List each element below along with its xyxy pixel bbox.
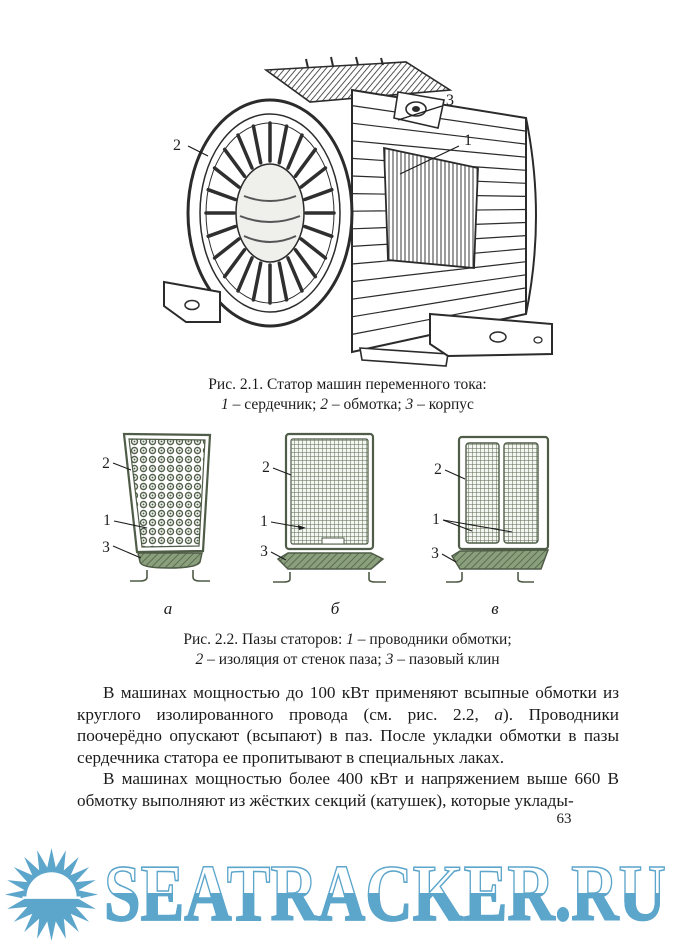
- panel-letter-a: а: [163, 599, 173, 618]
- slot-v-label-1: 1: [432, 511, 440, 528]
- figure1-label-1: 1: [464, 132, 472, 149]
- figure1-caption: [0, 375, 695, 415]
- paragraph-1: В машинах мощностью до 100 кВт применяют всыпные обмотки из круглого изолированного провода (см. рис. 2.2, а). Проводники поочерёдно опускают (всыпают) в паз. После укладки обмотки в пазы сердечника статора ее пропитывают в специальных лаках.: [77, 683, 619, 767]
- panel-letter-v: в: [491, 599, 499, 618]
- slot-v-coil-left: [466, 443, 499, 543]
- slot-v-label-2: 2: [434, 461, 442, 478]
- slot-v-foot-right: [518, 572, 534, 582]
- paragraph-2: В машинах мощностью более 400 кВт и напряжением выше 660 В обмотку выполняют из жёстких секций (катушек), которые уклады-: [77, 769, 619, 810]
- slot-a-foot-right: [193, 570, 210, 581]
- watermark-text: SEATRACKER.RU: [104, 847, 666, 941]
- slot-diagram-v: [420, 428, 592, 590]
- stator-core: [384, 148, 478, 268]
- slot-b-label-1: 1: [260, 513, 268, 530]
- figure1-label-3: 3: [446, 92, 454, 109]
- slot-b-foot-right: [369, 572, 386, 582]
- slot-b-label-2: 2: [262, 459, 270, 476]
- slot-v-coil-right: [504, 443, 538, 543]
- slot-b-wedge: [278, 553, 383, 569]
- sun-logo-icon: [3, 846, 100, 943]
- slot-a-label-2: 2: [102, 455, 110, 472]
- figure1-label-2: 2: [173, 137, 181, 154]
- slot-diagram-b: [250, 428, 420, 590]
- body-text: [77, 682, 619, 812]
- figure2-caption-line2: 2 – изоляция от стенок паза; 3 – пазовый клин: [195, 651, 500, 668]
- slot-v-label-3: 3: [431, 545, 439, 562]
- slot-v-wedge: [452, 550, 548, 569]
- page-number: 63: [556, 811, 572, 827]
- stator-figure: [148, 56, 558, 368]
- slot-v-foot-left: [446, 572, 462, 582]
- slot-a-conductors: [129, 439, 205, 547]
- figure2-caption-line1: Рис. 2.2. Пазы статоров: 1 – проводники обмотки;: [183, 631, 512, 648]
- watermark: [0, 845, 695, 944]
- slot-a-wedge: [138, 553, 202, 568]
- slot-b-foot-left: [273, 572, 290, 582]
- figure1-caption-line2: 1 – сердечник; 2 – обмотка; 3 – корпус: [221, 396, 474, 413]
- slot-diagram-a: [85, 428, 255, 590]
- slot-b-spacer: [322, 538, 344, 544]
- slot-a-label-3: 3: [102, 539, 110, 556]
- slot-a-label-1: 1: [103, 512, 111, 529]
- figure1-caption-line1: Рис. 2.1. Статор машин переменного тока:: [208, 376, 487, 393]
- slot-b-label-3: 3: [260, 543, 268, 560]
- panel-letter-b: б: [330, 599, 340, 618]
- figure2-caption: [0, 630, 695, 670]
- slot-a-foot-left: [130, 570, 147, 581]
